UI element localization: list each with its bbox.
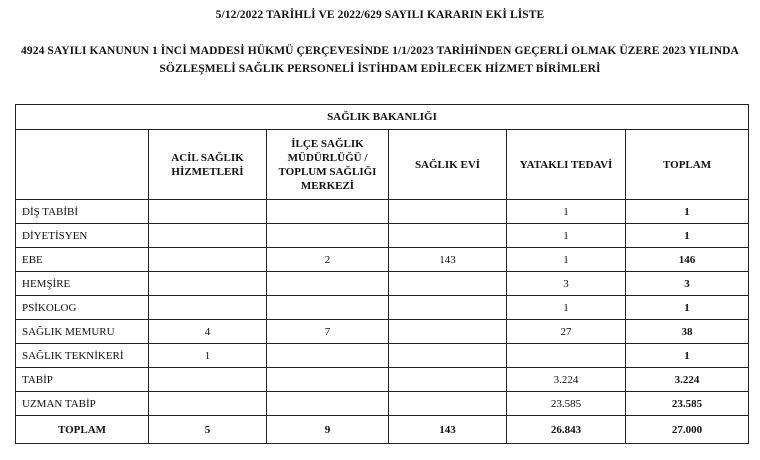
cell-emergency bbox=[149, 200, 267, 224]
column-header-emergency: ACİL SAĞLIK HİZMETLERİ bbox=[149, 130, 267, 200]
table-row bbox=[16, 272, 749, 296]
cell-emergency: 4 bbox=[149, 320, 267, 344]
column-header-row bbox=[16, 130, 749, 200]
table-row bbox=[16, 392, 749, 416]
cell-total: 3.224 bbox=[626, 368, 749, 392]
document-heading-line-1: 4924 SAYILI KANUNUN 1 İNCİ MADDESİ HÜKMÜ ÇERÇEVESİNDE 1/1/2023 TARİHİNDEN GEÇERLİ OLMAK ÜZERE 2023 YILINDA bbox=[21, 45, 739, 57]
row-label: DİYETİSYEN bbox=[16, 224, 149, 248]
table-row bbox=[16, 296, 749, 320]
cell-emergency: 1 bbox=[149, 344, 267, 368]
cell-total: 1 bbox=[626, 224, 749, 248]
cell-health-house bbox=[389, 368, 507, 392]
cell-emergency bbox=[149, 368, 267, 392]
decision-annex-title: 5/12/2022 TARİHLİ VE 2022/629 SAYILI KARARIN EKİ LİSTE bbox=[215, 9, 545, 21]
table-row bbox=[16, 248, 749, 272]
row-label: UZMAN TABİP bbox=[16, 392, 149, 416]
cell-health-house: 143 bbox=[389, 248, 507, 272]
table-row bbox=[16, 200, 749, 224]
total-row bbox=[16, 416, 749, 444]
cell-health-house bbox=[389, 320, 507, 344]
cell-district-health bbox=[267, 392, 389, 416]
cell-inpatient: 3 bbox=[507, 272, 626, 296]
cell-district-health bbox=[267, 296, 389, 320]
cell-district-health bbox=[267, 368, 389, 392]
total-label: TOPLAM bbox=[16, 416, 149, 444]
cell-health-house bbox=[389, 296, 507, 320]
cell-total: 1 bbox=[626, 296, 749, 320]
cell-inpatient bbox=[507, 344, 626, 368]
cell-inpatient: 1 bbox=[507, 248, 626, 272]
cell-emergency bbox=[149, 392, 267, 416]
cell-district-health bbox=[267, 200, 389, 224]
cell-district-health: 7 bbox=[267, 320, 389, 344]
table-row bbox=[16, 344, 749, 368]
row-label: TABİP bbox=[16, 368, 149, 392]
cell-district-health bbox=[267, 272, 389, 296]
cell-health-house bbox=[389, 344, 507, 368]
row-label: PSİKOLOG bbox=[16, 296, 149, 320]
cell-inpatient: 23.585 bbox=[507, 392, 626, 416]
total-inpatient: 26.843 bbox=[507, 416, 626, 444]
table-row bbox=[16, 224, 749, 248]
column-header-inpatient: YATAKLI TEDAVİ bbox=[507, 130, 626, 200]
cell-emergency bbox=[149, 272, 267, 296]
column-header-total: TOPLAM bbox=[626, 130, 749, 200]
total-emergency: 5 bbox=[149, 416, 267, 444]
cell-inpatient: 1 bbox=[507, 224, 626, 248]
cell-health-house bbox=[389, 200, 507, 224]
row-label: HEMŞİRE bbox=[16, 272, 149, 296]
total-district-health: 9 bbox=[267, 416, 389, 444]
row-label: DİŞ TABİBİ bbox=[16, 200, 149, 224]
column-header-position bbox=[16, 130, 149, 200]
cell-inpatient: 1 bbox=[507, 200, 626, 224]
cell-inpatient: 27 bbox=[507, 320, 626, 344]
row-label: SAĞLIK TEKNİKERİ bbox=[16, 344, 149, 368]
document-heading-line-2: SÖZLEŞMELİ SAĞLIK PERSONELİ İSTİHDAM EDİLECEK HİZMET BİRİMLERİ bbox=[159, 63, 601, 75]
cell-total: 38 bbox=[626, 320, 749, 344]
cell-emergency bbox=[149, 296, 267, 320]
ministry-title: SAĞLIK BAKANLIĞI bbox=[16, 105, 749, 130]
cell-total: 3 bbox=[626, 272, 749, 296]
row-label: SAĞLIK MEMURU bbox=[16, 320, 149, 344]
table-title-row bbox=[16, 105, 749, 130]
cell-inpatient: 3.224 bbox=[507, 368, 626, 392]
cell-emergency bbox=[149, 248, 267, 272]
cell-district-health: 2 bbox=[267, 248, 389, 272]
table-row bbox=[16, 368, 749, 392]
cell-total: 146 bbox=[626, 248, 749, 272]
cell-emergency bbox=[149, 224, 267, 248]
column-header-health-house: SAĞLIK EVİ bbox=[389, 130, 507, 200]
cell-health-house bbox=[389, 272, 507, 296]
cell-health-house bbox=[389, 224, 507, 248]
cell-total: 1 bbox=[626, 344, 749, 368]
cell-district-health bbox=[267, 344, 389, 368]
cell-inpatient: 1 bbox=[507, 296, 626, 320]
cell-health-house bbox=[389, 392, 507, 416]
cell-total: 23.585 bbox=[626, 392, 749, 416]
column-header-district-health: İLÇE SAĞLIK MÜDÜRLÜĞÜ / TOPLUM SAĞLIĞI MERKEZİ bbox=[267, 130, 389, 200]
grand-total: 27.000 bbox=[626, 416, 749, 444]
cell-district-health bbox=[267, 224, 389, 248]
staffing-table bbox=[15, 104, 749, 444]
cell-total: 1 bbox=[626, 200, 749, 224]
row-label: EBE bbox=[16, 248, 149, 272]
total-health-house: 143 bbox=[389, 416, 507, 444]
table-row bbox=[16, 320, 749, 344]
